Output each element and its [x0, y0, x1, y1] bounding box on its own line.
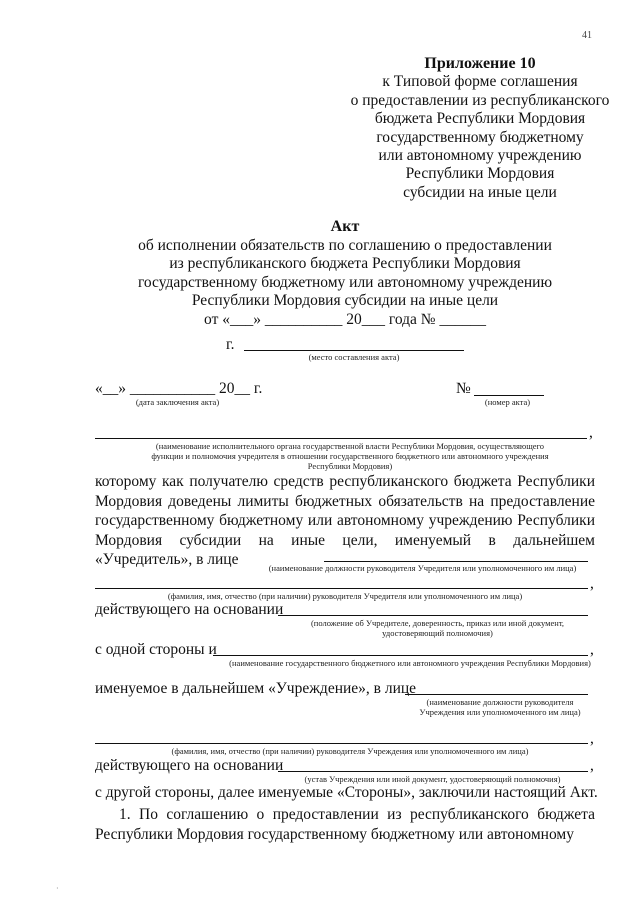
- act-title-line: из республиканского бюджета Республики Мордовия: [169, 255, 521, 272]
- founder-name-caption: (фамилия, имя, отчество (при наличии) руководителя Учредителя или уполномоченного им лица): [167, 591, 523, 601]
- acting-basis-label: действующего на основании: [95, 757, 284, 774]
- founder-position-caption: (наименование должности руководителя Учредителя или уполномоченного им лица): [268, 563, 577, 573]
- founder-organ-field[interactable]: [95, 438, 587, 439]
- institution-label: именуемое в дальнейшем «Учреждение», в лице: [95, 680, 417, 697]
- conclusion-date-caption: (дата заключения акта): [135, 397, 220, 407]
- appendix-line: субсидии на иные цели: [403, 183, 557, 201]
- founder-paragraph: которому как получателю средств республиканского бюджета Республики Мордовия доведены лимиты бюджетных обязательств на предоставление государственному бюджетному или автономному учреждению Республики Мордовия субсидии на иные цели, именуемый в дальнейшем «Учредитель», в лице: [95, 473, 595, 568]
- page-number: 41: [582, 30, 592, 41]
- appendix-line: Республики Мордовия: [405, 165, 555, 183]
- comma: ,: [590, 757, 594, 774]
- appendix-line: государственному бюджетному: [376, 128, 584, 146]
- act-number-field[interactable]: [474, 395, 544, 396]
- institution-name-field[interactable]: [213, 655, 588, 656]
- other-side-sentence: с другой стороны, далее именуемые «Стороны», заключили настоящий Акт.: [95, 784, 598, 801]
- acting-basis-label: действующего на основании: [95, 601, 284, 618]
- founder-basis-field[interactable]: [278, 615, 588, 616]
- comma: ,: [590, 641, 594, 658]
- institution-position-field[interactable]: [405, 694, 588, 695]
- founder-basis-caption: (положение об Учредителе, доверенность, приказ или иной документ, удостоверяющий полномочия): [310, 618, 565, 638]
- one-side-label: с одной стороны и: [95, 641, 217, 658]
- act-number-caption: (номер акта): [484, 397, 531, 407]
- institution-head-name-caption: (фамилия, имя, отчество (при наличии) руководителя Учреждения или уполномоченного им лица): [171, 746, 529, 756]
- act-title: Акт: [330, 218, 360, 235]
- appendix-line: к Типовой форме соглашения: [382, 73, 578, 91]
- appendix-line: или автономному учреждению: [378, 147, 582, 165]
- act-title-line: об исполнении обязательств по соглашению о предоставлении: [138, 236, 552, 254]
- founder-name-field[interactable]: [95, 588, 588, 589]
- act-title-line: государственному бюджетному или автономному учреждению: [137, 273, 553, 291]
- clause-1-paragraph: 1. По соглашению о предоставлении из республиканского бюджета Республики Мордовия государственному бюджетному или автономному: [95, 806, 595, 843]
- appendix-line: о предоставлении из республиканского: [350, 91, 610, 109]
- scan-mark: ·: [56, 884, 59, 893]
- institution-basis-caption: (устав Учреждения или иной документ, удостоверяющий полномочия): [304, 774, 561, 784]
- founder-organ-caption: (наименование исполнительного органа государственной власти Республики Мордовия, осуществляющего функции и полномочия учредителя в отношении государственного бюджетного или автономного учреждения Республики Мордовия): [151, 441, 549, 471]
- act-title-line: Республики Мордовия субсидии на иные цели: [191, 292, 499, 309]
- place-field[interactable]: [244, 350, 464, 351]
- comma: ,: [589, 424, 593, 441]
- act-title-block: [95, 218, 595, 329]
- institution-position-caption: (наименование должности руководителя Учреждения или уполномоченного им лица): [419, 697, 581, 717]
- appendix-block: [330, 55, 630, 202]
- appendix-heading: Приложение 10: [424, 55, 536, 72]
- institution-name-caption: (наименование государственного бюджетного или автономного учреждения Республики Мордовия): [229, 658, 591, 668]
- comma: ,: [590, 575, 594, 592]
- institution-head-name-field[interactable]: [95, 743, 588, 744]
- act-date-number-line: от «___» __________ 20___ года № ______: [204, 310, 486, 328]
- institution-basis-field[interactable]: [278, 771, 588, 772]
- act-number-prefix: №: [456, 380, 471, 397]
- comma: ,: [590, 730, 594, 747]
- founder-position-field[interactable]: [324, 561, 588, 562]
- place-caption: (место составления акта): [308, 352, 400, 362]
- appendix-line: бюджета Республики Мордовия: [374, 110, 586, 128]
- place-prefix: г.: [226, 336, 235, 353]
- conclusion-date: «__» ___________ 20__ г.: [95, 380, 263, 397]
